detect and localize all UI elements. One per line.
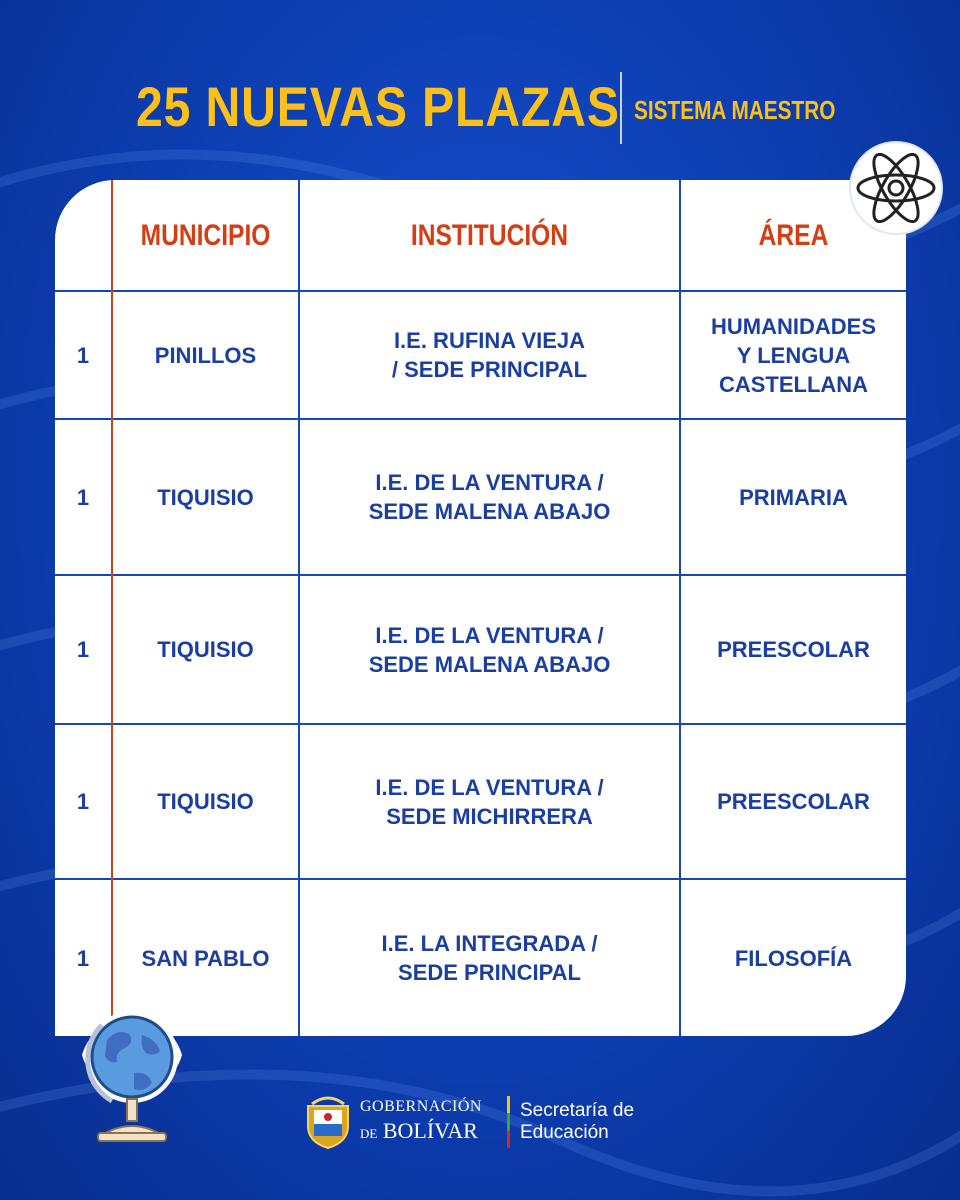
area-cell: PREESCOLAR: [717, 789, 870, 814]
secretaria-line-2: Educación: [520, 1122, 609, 1143]
area-cell: [681, 292, 906, 418]
institucion-cell: [300, 880, 679, 1036]
page-subtitle: SISTEMA MAESTRO: [634, 95, 836, 125]
atom-icon: [846, 138, 946, 238]
municipio-cell: SAN PABLO: [141, 945, 270, 971]
crest-logo: [300, 1094, 356, 1150]
municipio-cell: TIQUISIO: [157, 484, 254, 510]
municipio-cell: TIQUISIO: [157, 637, 254, 662]
institucion-cell: [300, 725, 679, 878]
gov-de: DE: [360, 1126, 378, 1141]
institucion-line: / SEDE PRINCIPAL: [391, 357, 588, 382]
institucion-cell: [300, 576, 679, 723]
header-divider: [620, 72, 622, 144]
institucion-line: I.E. DE LA VENTURA /: [375, 622, 604, 648]
footer-divider: [507, 1096, 510, 1148]
institucion-line: SEDE MALENA ABAJO: [368, 651, 611, 677]
gov-bolivar: BOLÍVAR: [382, 1118, 478, 1143]
area-line: Y LENGUA: [736, 342, 851, 368]
area-cell: PRIMARIA: [739, 484, 848, 510]
page-title: 25 NUEVAS PLAZAS: [136, 75, 620, 138]
secretaria-line-1: Secretaría de: [520, 1100, 635, 1121]
institucion-line: I.E. RUFINA VIEJA: [393, 328, 586, 353]
institucion-line: SEDE PRINCIPAL: [398, 960, 581, 985]
globe-icon: [72, 995, 192, 1150]
municipio-cell: PINILLOS: [154, 342, 257, 368]
institucion-cell: [300, 420, 679, 574]
row-count: 1: [76, 637, 90, 662]
area-cell: FILOSOFÍA: [734, 945, 853, 971]
institucion-line: SEDE MALENA ABAJO: [368, 499, 611, 524]
area-line: CASTELLANA: [718, 371, 869, 397]
institucion-line: SEDE MICHIRRERA: [386, 803, 593, 829]
header: [0, 68, 960, 148]
gov-line-1: GOBERNACIÓN: [360, 1098, 482, 1115]
column-header-area: ÁREA: [758, 218, 829, 252]
row-count: 1: [76, 789, 90, 814]
area-cell: PREESCOLAR: [717, 637, 870, 662]
column-header-municipio: MUNICIPIO: [140, 218, 271, 252]
gov-line-2: [360, 1118, 478, 1144]
column-header-institucion: INSTITUCIÓN: [410, 218, 569, 252]
institucion-line: I.E. DE LA VENTURA /: [375, 470, 604, 495]
institucion-line: I.E. LA INTEGRADA /: [381, 931, 598, 956]
municipio-cell: TIQUISIO: [157, 789, 254, 814]
positions-table: [55, 180, 906, 1036]
institucion-line: I.E. DE LA VENTURA /: [375, 774, 604, 800]
row-count: 1: [76, 945, 90, 971]
row-count: 1: [76, 484, 90, 510]
area-line: HUMANIDADES: [711, 313, 876, 339]
row-count: 1: [76, 342, 90, 368]
footer: [300, 1092, 680, 1152]
institucion-cell: [300, 292, 679, 418]
